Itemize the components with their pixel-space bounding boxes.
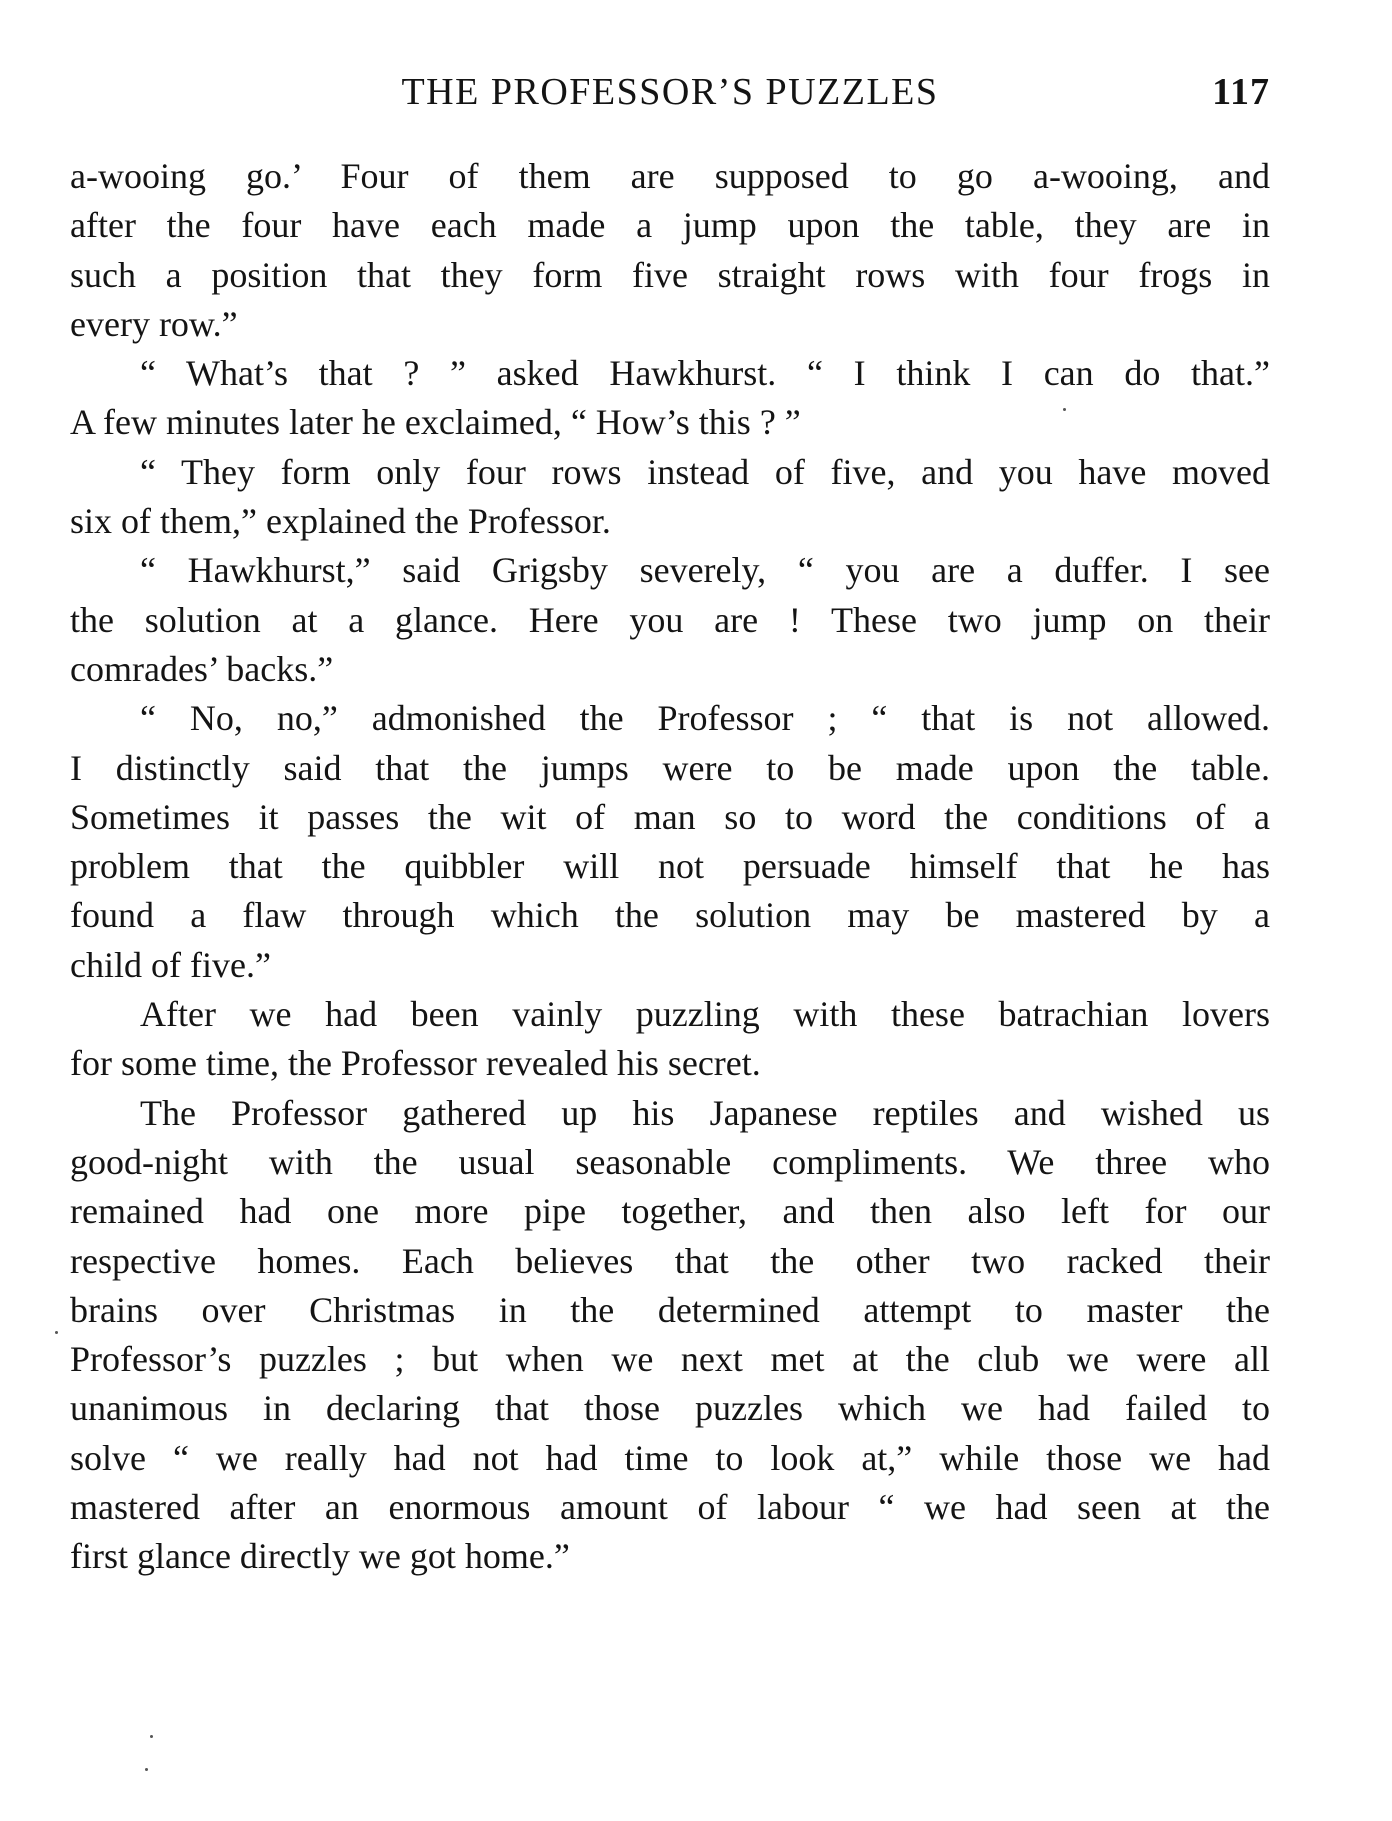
text-line: Professor’s puzzles ; but when we next met at the club we were all	[70, 1339, 1270, 1380]
text-line: a-wooing go.’ Four of them are supposed to go a-wooing, and	[70, 156, 1270, 196]
text-line: every row.”	[70, 303, 238, 344]
text-line: after the four have each made a jump upon the table, they are in	[70, 205, 1270, 246]
text-line: respective homes. Each believes that the other two racked their	[70, 1240, 1270, 1281]
text-line: solve “ we really had not had time to look at,” while those we had	[70, 1437, 1270, 1478]
text-line: The Professor gathered up his Japanese reptiles and wished us	[140, 1092, 1270, 1133]
text-line: for some time, the Professor revealed his secret.	[70, 1043, 761, 1084]
text-line: “ No, no,” admonished the Professor ; “ that is not allowed.	[140, 698, 1270, 739]
text-line: brains over Christmas in the determined attempt to master the	[70, 1289, 1270, 1330]
running-title: THE PROFESSOR’S PUZZLES	[401, 71, 939, 113]
scan-speck	[55, 1331, 58, 1334]
text-line: such a position that they form five straight rows with four frogs in	[70, 254, 1270, 295]
text-line: “ Hawkhurst,” said Grigsby severely, “ you are a duffer. I see	[140, 550, 1270, 591]
text-line: unanimous in declaring that those puzzles which we had failed to	[70, 1388, 1270, 1429]
text-line: “ What’s that ? ” asked Hawkhurst. “ I think I can do that.”	[140, 353, 1270, 394]
text-line: After we had been vainly puzzling with these batrachian lovers	[140, 994, 1270, 1035]
text-line: “ They form only four rows instead of five, and you have moved	[140, 451, 1270, 492]
text-line: mastered after an enormous amount of labour “ we had seen at the	[70, 1487, 1270, 1528]
text-line: comrades’ backs.”	[70, 648, 334, 689]
text-line: good-night with the usual seasonable compliments. We three who	[70, 1141, 1270, 1182]
text-line: Sometimes it passes the wit of man so to word the conditions of a	[70, 796, 1270, 837]
text-line: A few minutes later he exclaimed, “ How’s this ? ”	[70, 402, 801, 443]
text-line: I distinctly said that the jumps were to be made upon the table.	[70, 747, 1270, 788]
text-line: child of five.”	[70, 944, 271, 985]
scan-speck	[150, 1735, 153, 1738]
text-line: found a flaw through which the solution may be mastered by a	[70, 895, 1270, 936]
page-number: 117	[1212, 71, 1270, 113]
running-head	[70, 70, 1270, 130]
text-line: first glance directly we got home.”	[70, 1536, 570, 1577]
text-line: problem that the quibbler will not persuade himself that he has	[70, 846, 1270, 887]
body-text	[70, 152, 1270, 1582]
text-line: six of them,” explained the Professor.	[70, 501, 611, 542]
text-line: remained had one more pipe together, and then also left for our	[70, 1191, 1270, 1232]
scan-speck	[145, 1768, 148, 1771]
text-line: the solution at a glance. Here you are ! These two jump on their	[70, 599, 1270, 640]
scan-speck	[1063, 408, 1066, 411]
